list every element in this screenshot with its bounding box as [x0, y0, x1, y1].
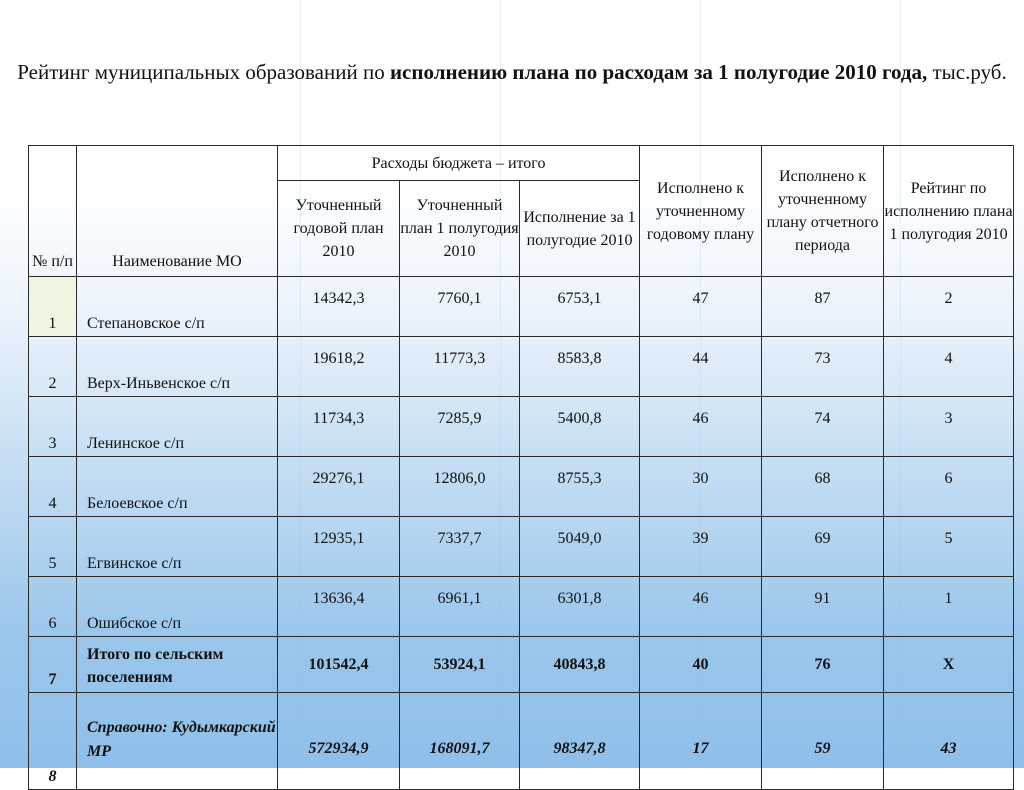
row-rating: 5	[884, 517, 1014, 577]
row-pct-annual: 39	[640, 517, 762, 577]
reference-num: 8	[29, 693, 77, 790]
row-half: 7337,7	[400, 517, 520, 577]
row-rating: 6	[884, 457, 1014, 517]
header-rating: Рейтинг по исполнению плана 1 полугодия 2010	[884, 146, 1014, 277]
total-annual: 101542,4	[278, 637, 400, 693]
row-pct-period: 68	[762, 457, 884, 517]
header-pct-annual: Исполнено к уточненному годовому плану	[640, 146, 762, 277]
row-rating: 3	[884, 397, 1014, 457]
total-pct-period: 76	[762, 637, 884, 693]
row-pct-annual: 44	[640, 337, 762, 397]
row-name: Ленинское с/п	[77, 397, 278, 457]
table-row	[29, 277, 1014, 337]
total-pct-annual: 40	[640, 637, 762, 693]
table-row-total	[29, 637, 1014, 693]
row-pct-period: 87	[762, 277, 884, 337]
table-row	[29, 397, 1014, 457]
row-rating: 1	[884, 577, 1014, 637]
table-row-reference	[29, 693, 1014, 790]
header-execution: Исполнение за 1 полугодие 2010	[520, 181, 640, 277]
header-group-expenses: Расходы бюджета – итого	[278, 146, 640, 181]
total-rating: Х	[884, 637, 1014, 693]
row-rating: 4	[884, 337, 1014, 397]
row-exec: 6301,8	[520, 577, 640, 637]
header-pct-period: Исполнено к уточненному плану отчетного периода	[762, 146, 884, 277]
row-name: Ошибское с/п	[77, 577, 278, 637]
table-row	[29, 577, 1014, 637]
table-row	[29, 457, 1014, 517]
row-annual: 29276,1	[278, 457, 400, 517]
row-annual: 14342,3	[278, 277, 400, 337]
header-halfyear-plan: Уточненный план 1 полугодия 2010	[400, 181, 520, 277]
reference-half: 168091,7	[400, 693, 520, 790]
row-half: 7760,1	[400, 277, 520, 337]
row-annual: 13636,4	[278, 577, 400, 637]
row-exec: 5049,0	[520, 517, 640, 577]
row-pct-annual: 30	[640, 457, 762, 517]
row-name: Егвинское с/п	[77, 517, 278, 577]
title-text: Рейтинг муниципальных образований по	[17, 60, 390, 84]
rating-table	[28, 145, 1014, 790]
title-unit-text: тыс.руб.	[927, 60, 1007, 84]
page-title	[10, 56, 1014, 88]
row-num: 1	[29, 277, 77, 337]
row-exec: 6753,1	[520, 277, 640, 337]
reference-pct-period: 59	[762, 693, 884, 790]
total-exec: 40843,8	[520, 637, 640, 693]
header-annual-plan: Уточненный годовой план 2010	[278, 181, 400, 277]
row-pct-annual: 47	[640, 277, 762, 337]
row-half: 6961,1	[400, 577, 520, 637]
row-name: Верх-Иньвенское с/п	[77, 337, 278, 397]
row-annual: 19618,2	[278, 337, 400, 397]
row-pct-period: 69	[762, 517, 884, 577]
row-annual: 11734,3	[278, 397, 400, 457]
row-num: 4	[29, 457, 77, 517]
row-pct-annual: 46	[640, 397, 762, 457]
row-exec: 8755,3	[520, 457, 640, 517]
title-bold-text: исполнению плана по расходам за 1 полугодие 2010 года,	[389, 60, 928, 84]
row-pct-period: 74	[762, 397, 884, 457]
reference-name: Справочно: Кудымкарский МР	[77, 693, 278, 790]
reference-annual: 572934,9	[278, 693, 400, 790]
table-row	[29, 517, 1014, 577]
row-num: 3	[29, 397, 77, 457]
row-exec: 8583,8	[520, 337, 640, 397]
header-name: Наименование МО	[77, 146, 278, 277]
total-half: 53924,1	[400, 637, 520, 693]
reference-pct-annual: 17	[640, 693, 762, 790]
row-half: 7285,9	[400, 397, 520, 457]
row-pct-period: 73	[762, 337, 884, 397]
row-pct-period: 91	[762, 577, 884, 637]
reference-rating: 43	[884, 693, 1014, 790]
row-num: 5	[29, 517, 77, 577]
row-half: 11773,3	[400, 337, 520, 397]
row-half: 12806,0	[400, 457, 520, 517]
total-num: 7	[29, 637, 77, 693]
row-rating: 2	[884, 277, 1014, 337]
row-num: 2	[29, 337, 77, 397]
total-name: Итого по сельским поселениям	[77, 637, 278, 693]
row-name: Степановское с/п	[77, 277, 278, 337]
row-num: 6	[29, 577, 77, 637]
row-exec: 5400,8	[520, 397, 640, 457]
header-num: № п/п	[29, 146, 77, 277]
reference-exec: 98347,8	[520, 693, 640, 790]
row-annual: 12935,1	[278, 517, 400, 577]
table-row	[29, 337, 1014, 397]
row-name: Белоевское с/п	[77, 457, 278, 517]
row-pct-annual: 46	[640, 577, 762, 637]
